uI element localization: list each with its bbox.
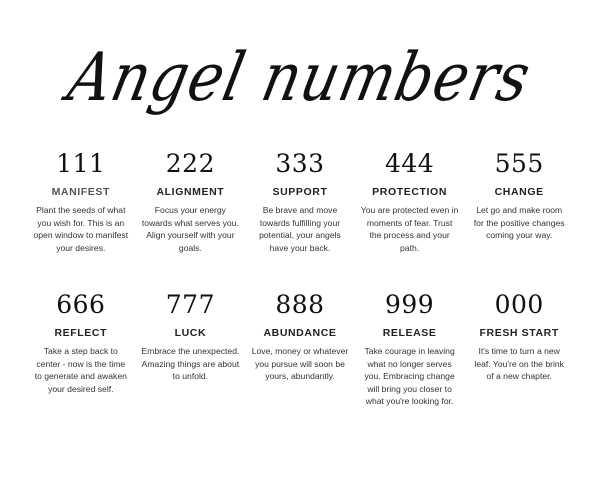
card-111 xyxy=(26,150,136,254)
card-555 xyxy=(464,150,574,254)
title-area xyxy=(0,37,600,138)
card-description: Focus your energy towards what serves you. Align yourself with your goals. xyxy=(141,205,239,253)
card-label: RELEASE xyxy=(382,327,437,339)
card-label: LUCK xyxy=(174,327,207,339)
card-number: 111 xyxy=(56,149,106,178)
page-title: Angel numbers xyxy=(62,37,538,117)
card-description: Take courage in leaving what no longer serves you. Embracing change will bring you closer to what you're looking for. xyxy=(364,346,455,407)
card-description: Plant the seeds of what you wish for. This is an open window to manifest your desires. xyxy=(33,205,129,253)
card-description: Be brave and move towards fulfilling your potential, your angels have your back. xyxy=(259,205,341,253)
card-number: 555 xyxy=(494,149,544,178)
card-number: 999 xyxy=(384,290,435,319)
card-number: 777 xyxy=(165,290,215,319)
card-number: 888 xyxy=(275,290,325,319)
card-description: Love, money or whatever you pursue will soon be yours, abundantly. xyxy=(251,346,349,382)
card-label: ALIGNMENT xyxy=(156,186,225,198)
card-number: 222 xyxy=(165,149,215,178)
card-333 xyxy=(245,150,355,254)
card-label: SUPPORT xyxy=(272,186,328,198)
card-description: Embrace the unexpected. Amazing things are about to unfold. xyxy=(141,346,240,382)
card-number: 444 xyxy=(384,149,435,178)
card-description: You are protected even in moments of fear. Trust the process and your path. xyxy=(360,205,459,253)
card-label: PROTECTION xyxy=(372,186,448,198)
card-number: 333 xyxy=(275,149,325,178)
card-888 xyxy=(245,291,355,408)
card-number: 000 xyxy=(494,290,544,319)
card-number: 666 xyxy=(56,290,106,319)
card-666 xyxy=(26,291,136,408)
card-description: It's time to turn a new leaf. You're on the brink of a new chapter. xyxy=(474,346,564,382)
card-label: ABUNDANCE xyxy=(263,327,337,339)
card-999 xyxy=(355,291,465,408)
card-label: MANIFEST xyxy=(51,186,111,198)
card-description: Let go and make room for the positive changes coming your way. xyxy=(473,205,565,241)
card-000 xyxy=(464,291,574,408)
card-444 xyxy=(355,150,465,254)
card-label: CHANGE xyxy=(494,186,544,198)
card-description: Take a step back to center - now is the time to generate and awaken your desired self. xyxy=(34,346,127,394)
card-222 xyxy=(136,150,246,254)
numbers-row-2 xyxy=(26,291,574,408)
card-label: REFLECT xyxy=(54,327,108,339)
card-777 xyxy=(136,291,246,408)
card-label: FRESH START xyxy=(479,327,559,339)
numbers-row-1 xyxy=(26,150,574,254)
